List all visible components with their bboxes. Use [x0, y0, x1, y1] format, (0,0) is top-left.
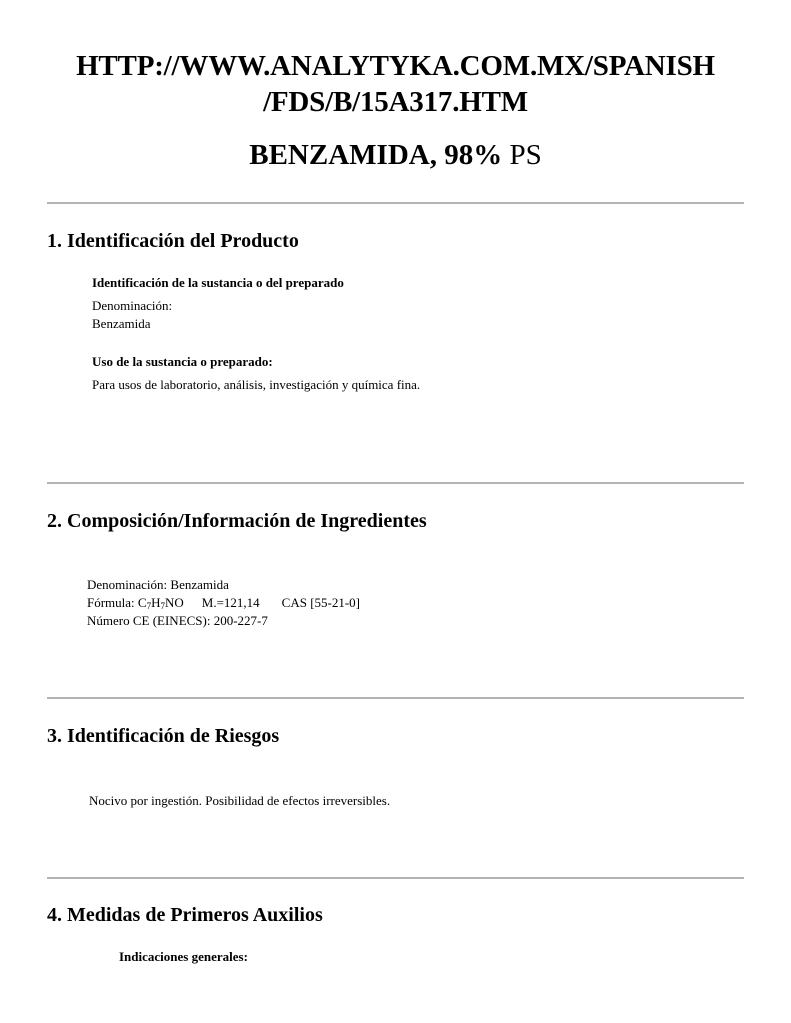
section-divider — [47, 877, 744, 879]
formula-row — [87, 594, 360, 611]
formula-subscript: 7 — [146, 601, 152, 611]
formula-subscript: 7 — [160, 601, 165, 611]
source-url-line-2: /FDS/B/15A317.HTM — [263, 86, 528, 118]
use-text: Para usos de laboratorio, análisis, investigación y química fina. — [92, 377, 421, 392]
section-2-title: 2. Composición/Información de Ingredientes — [47, 510, 427, 532]
product-title — [40, 137, 751, 173]
use-subheading: Uso de la sustancia o preparado: — [92, 354, 273, 369]
section-divider — [47, 697, 744, 699]
section-4-title: 4. Medidas de Primeros Auxilios — [47, 904, 323, 926]
denomination-label: Denominación: — [92, 298, 173, 313]
cas-number: CAS [55-21-0] — [281, 595, 361, 610]
product-name: BENZAMIDA, 98% — [249, 139, 503, 171]
denomination-value: Benzamida — [92, 316, 151, 331]
product-grade: PS — [509, 139, 542, 171]
identification-subheading: Identificación de la sustancia o del preparado — [92, 275, 344, 290]
ec-number: Número CE (EINECS): 200-227-7 — [87, 613, 268, 628]
composition-denomination: Denominación: Benzamida — [87, 577, 229, 592]
formula-part: NO — [164, 595, 184, 610]
hazard-text: Nocivo por ingestión. Posibilidad de efectos irreversibles. — [89, 793, 391, 808]
section-1-title: 1. Identificación del Producto — [47, 230, 299, 252]
formula-part: H — [151, 595, 161, 610]
molar-mass: M.=121,14 — [201, 595, 260, 610]
section-divider — [47, 482, 744, 484]
formula-label: Fórmula: C — [87, 595, 147, 610]
document-source-url — [40, 48, 751, 120]
section-divider — [47, 202, 744, 204]
source-url-line-1: HTTP://WWW.ANALYTYKA.COM.MX/SPANISH — [76, 50, 715, 82]
section-3-title: 3. Identificación de Riesgos — [47, 725, 280, 747]
general-indications-subheading: Indicaciones generales: — [119, 949, 248, 964]
